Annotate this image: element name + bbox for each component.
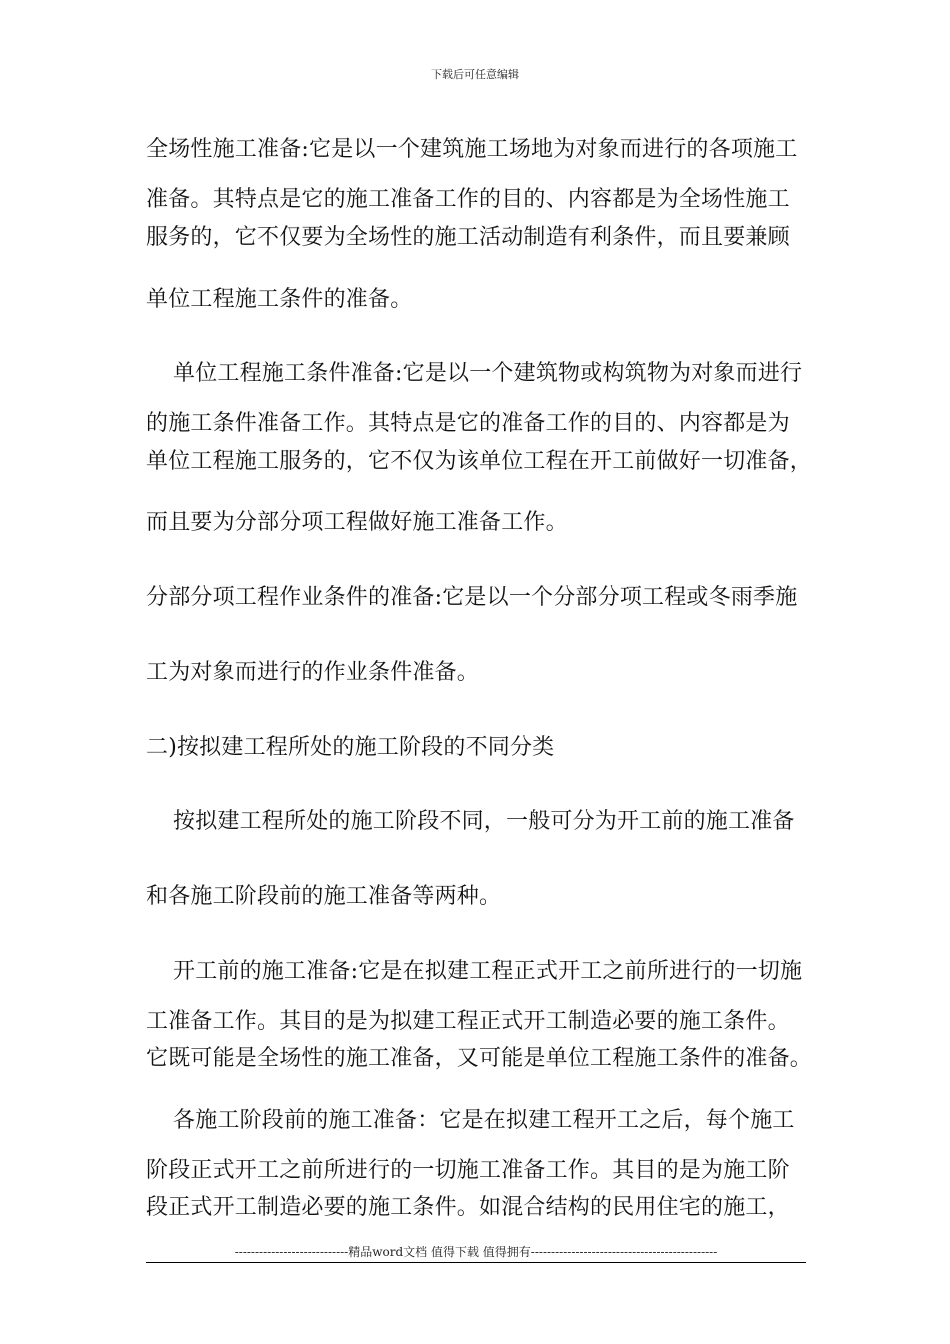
body-line: 它既可能是全场性的施工准备，又可能是单位工程施工条件的准备。 [146,1046,813,1071]
footer-rule [146,1262,806,1263]
page-footer: ----------------------------精品word文档 值得下载 值得拥有---------------------------------------------- [234,1245,718,1259]
body-line: 而且要为分部分项工程做好施工准备工作。 [146,510,568,535]
body-line: 单位工程施工条件的准备。 [146,287,413,312]
body-line: 单位工程施工条件准备:它是以一个建筑物或构筑物为对象而进行 [173,361,803,386]
body-line: 分部分项工程作业条件的准备:它是以一个分部分项工程或冬雨季施 [146,585,798,610]
body-line: 和各施工阶段前的施工准备等两种。 [146,884,502,909]
body-line: 准备。其特点是它的施工准备工作的目的、内容都是为全场性施工 [146,187,790,212]
page-header: 下载后可任意编辑 [431,68,519,81]
body-line: 单位工程施工服务的，它不仅为该单位工程在开工前做好一切准备， [146,449,813,474]
body-line: 的施工条件准备工作。其特点是它的准备工作的目的、内容都是为 [146,411,790,436]
body-line: 服务的，它不仅要为全场性的施工活动制造有利条件，而且要兼顾 [146,225,790,250]
section-heading: 二)按拟建工程所处的施工阶段的不同分类 [146,735,555,760]
body-line: 阶段正式开工之前所进行的一切施工准备工作。其目的是为施工阶 [146,1158,790,1183]
body-line: 段正式开工制造必要的施工条件。如混合结构的民用住宅的施工， [146,1195,790,1220]
body-line: 各施工阶段前的施工准备：它是在拟建工程开工之后，每个施工 [173,1108,795,1133]
body-line: 按拟建工程所处的施工阶段不同，一般可分为开工前的施工准备 [173,809,795,834]
body-line: 全场性施工准备:它是以一个建筑施工场地为对象而进行的各项施工 [146,137,798,162]
body-line: 工为对象而进行的作业条件准备。 [146,660,480,685]
body-line: 开工前的施工准备:它是在拟建工程正式开工之前所进行的一切施 [173,959,803,984]
body-line: 工准备工作。其目的是为拟建工程正式开工制造必要的施工条件。 [146,1009,790,1034]
